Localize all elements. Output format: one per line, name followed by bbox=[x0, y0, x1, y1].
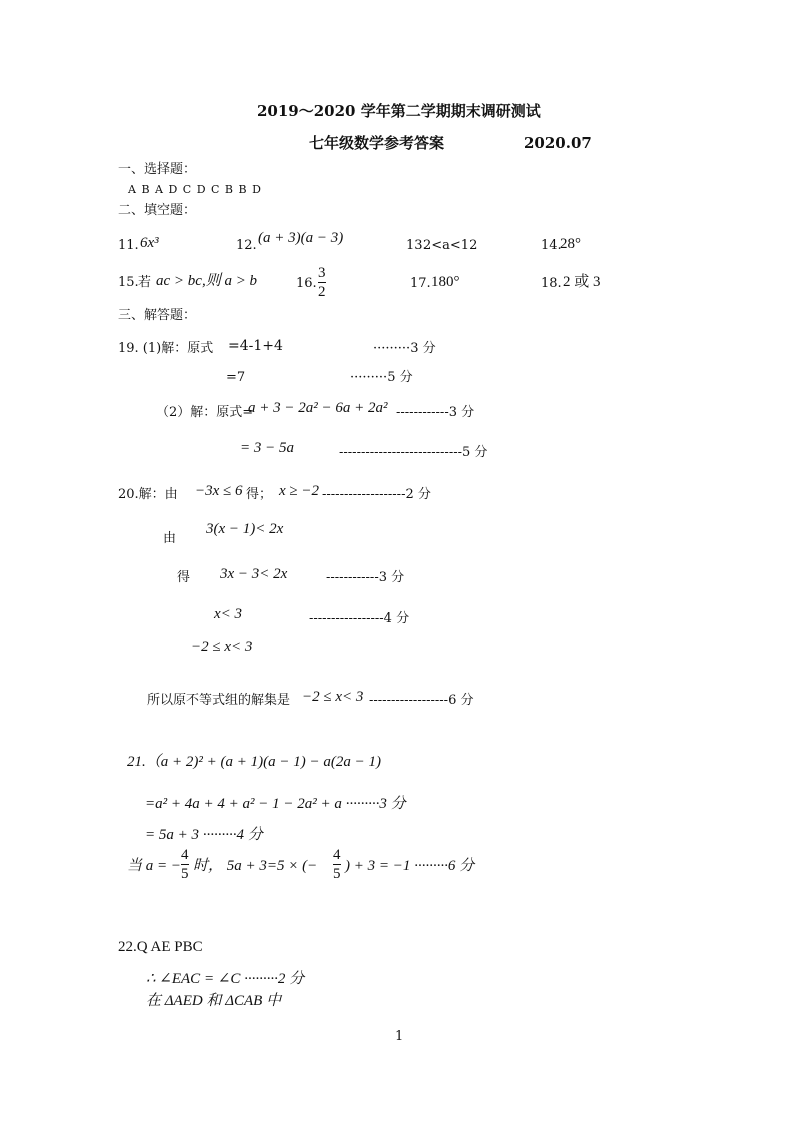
q20-conclusion-expr: −2 ≤ x< 3 bbox=[302, 689, 364, 705]
section-heading-choice: 一、选择题： bbox=[118, 162, 197, 177]
q15-number: 15. bbox=[118, 275, 139, 290]
q19-score-3: ·········3 分 bbox=[373, 341, 436, 356]
q20-de-1: 得； bbox=[246, 487, 273, 502]
q21-substitute-a: 当 a = − bbox=[127, 858, 181, 874]
q11-answer: 6x³ bbox=[140, 235, 159, 251]
fraction-bar bbox=[318, 282, 326, 283]
q14-number: 14. bbox=[541, 238, 562, 253]
q13-number: 13. bbox=[406, 238, 427, 253]
q19-part2-score-3: ------------3 分 bbox=[396, 405, 475, 420]
q19-part1-step2: =7 bbox=[226, 370, 246, 385]
q18-number: 18. bbox=[541, 276, 562, 291]
q15-prefix: 若 bbox=[138, 275, 152, 290]
page-number: 1 bbox=[395, 1029, 404, 1044]
q12-number: 12. bbox=[236, 238, 257, 253]
q15-answer: ac > bc,则 a > b bbox=[156, 273, 258, 289]
q21-substitute-c: ) + 3 = −1 ·········6 分 bbox=[345, 858, 475, 874]
q20-label: 20.解：由 bbox=[118, 487, 178, 502]
q16-denominator: 2 bbox=[318, 284, 326, 300]
fraction-bar bbox=[333, 864, 341, 865]
q14-answer: 28° bbox=[560, 236, 581, 252]
q21-fraction-2 bbox=[333, 847, 341, 882]
q11-number: 11. bbox=[118, 238, 139, 253]
q20-step3: 3x − 3< 2x bbox=[220, 566, 288, 582]
q21-frac2-denominator: 5 bbox=[333, 866, 341, 882]
q20-you: 由 bbox=[163, 531, 177, 546]
q17-answer: 180° bbox=[431, 274, 460, 290]
q18-answer: 2 或 3 bbox=[563, 274, 601, 290]
q16-number: 16. bbox=[296, 276, 317, 291]
q22-given: 22.Q AE PBC bbox=[118, 939, 203, 955]
q19-part1-label: 19. (1)解：原式 bbox=[118, 341, 214, 356]
q20-de-2: 得 bbox=[177, 570, 191, 585]
q20-score-3: ------------3 分 bbox=[326, 570, 405, 585]
q21-substitute-b: 时， 5a + 3=5 × (− bbox=[193, 858, 318, 874]
q16-fraction bbox=[318, 265, 326, 300]
q20-ineq1: −3x ≤ 6 bbox=[195, 483, 243, 499]
choice-answers: A B A D C D C B B D bbox=[128, 183, 262, 196]
q20-step4: x< 3 bbox=[214, 606, 243, 622]
q20-score-4: -----------------4 分 bbox=[309, 611, 410, 626]
q22-step2: 在 ΔAED 和 ΔCAB 中 bbox=[146, 993, 282, 1009]
section-heading-solve: 三、解答题： bbox=[118, 308, 197, 323]
q12-answer: (a + 3)(a − 3) bbox=[258, 230, 344, 246]
q19-part2-step1: a + 3 − 2a² − 6a + 2a² bbox=[248, 400, 388, 416]
q19-part1-step1: =4-1+4 bbox=[228, 338, 283, 354]
q13-answer: 2<a<12 bbox=[423, 238, 478, 253]
q22-step1: ∴ ∠EAC = ∠C ·········2 分 bbox=[146, 971, 305, 987]
q21-step1: =a² + 4a + 4 + a² − 1 − 2a² + a ·········3 分 bbox=[145, 796, 406, 812]
q21-expression: 21.（a + 2)² + (a + 1)(a − 1) − a(2a − 1) bbox=[127, 754, 381, 770]
q21-frac2-numerator: 4 bbox=[333, 847, 341, 863]
q20-ineq2: 3(x − 1)< 2x bbox=[206, 521, 284, 537]
document-title: 2019～2020 学年第二学期期末调研测试 bbox=[257, 102, 541, 120]
fraction-bar bbox=[181, 864, 189, 865]
q20-step5: −2 ≤ x< 3 bbox=[191, 639, 253, 655]
q21-step2: = 5a + 3 ·········4 分 bbox=[145, 827, 263, 843]
q16-numerator: 3 bbox=[318, 265, 326, 281]
q19-part2-score-5: ----------------------------5 分 bbox=[339, 445, 488, 460]
q20-score-6: ------------------6 分 bbox=[369, 693, 474, 708]
q19-score-5: ·········5 分 bbox=[350, 370, 413, 385]
q17-number: 17. bbox=[410, 276, 431, 291]
q19-part2-step2: = 3 − 5a bbox=[240, 440, 294, 456]
q19-part2-label: （2）解：原式= bbox=[156, 405, 254, 420]
document-date: 2020.07 bbox=[524, 134, 592, 152]
q20-result1: x ≥ −2 bbox=[279, 483, 320, 499]
section-heading-fill: 二、填空题： bbox=[118, 203, 197, 218]
q20-conclusion-text: 所以原不等式组的解集是 bbox=[147, 693, 291, 708]
q21-fraction-1 bbox=[181, 847, 189, 882]
q20-score-2: -------------------2 分 bbox=[322, 487, 431, 502]
document-subtitle: 七年级数学参考答案 bbox=[309, 134, 445, 152]
q21-frac1-numerator: 4 bbox=[181, 847, 189, 863]
q21-frac1-denominator: 5 bbox=[181, 866, 189, 882]
